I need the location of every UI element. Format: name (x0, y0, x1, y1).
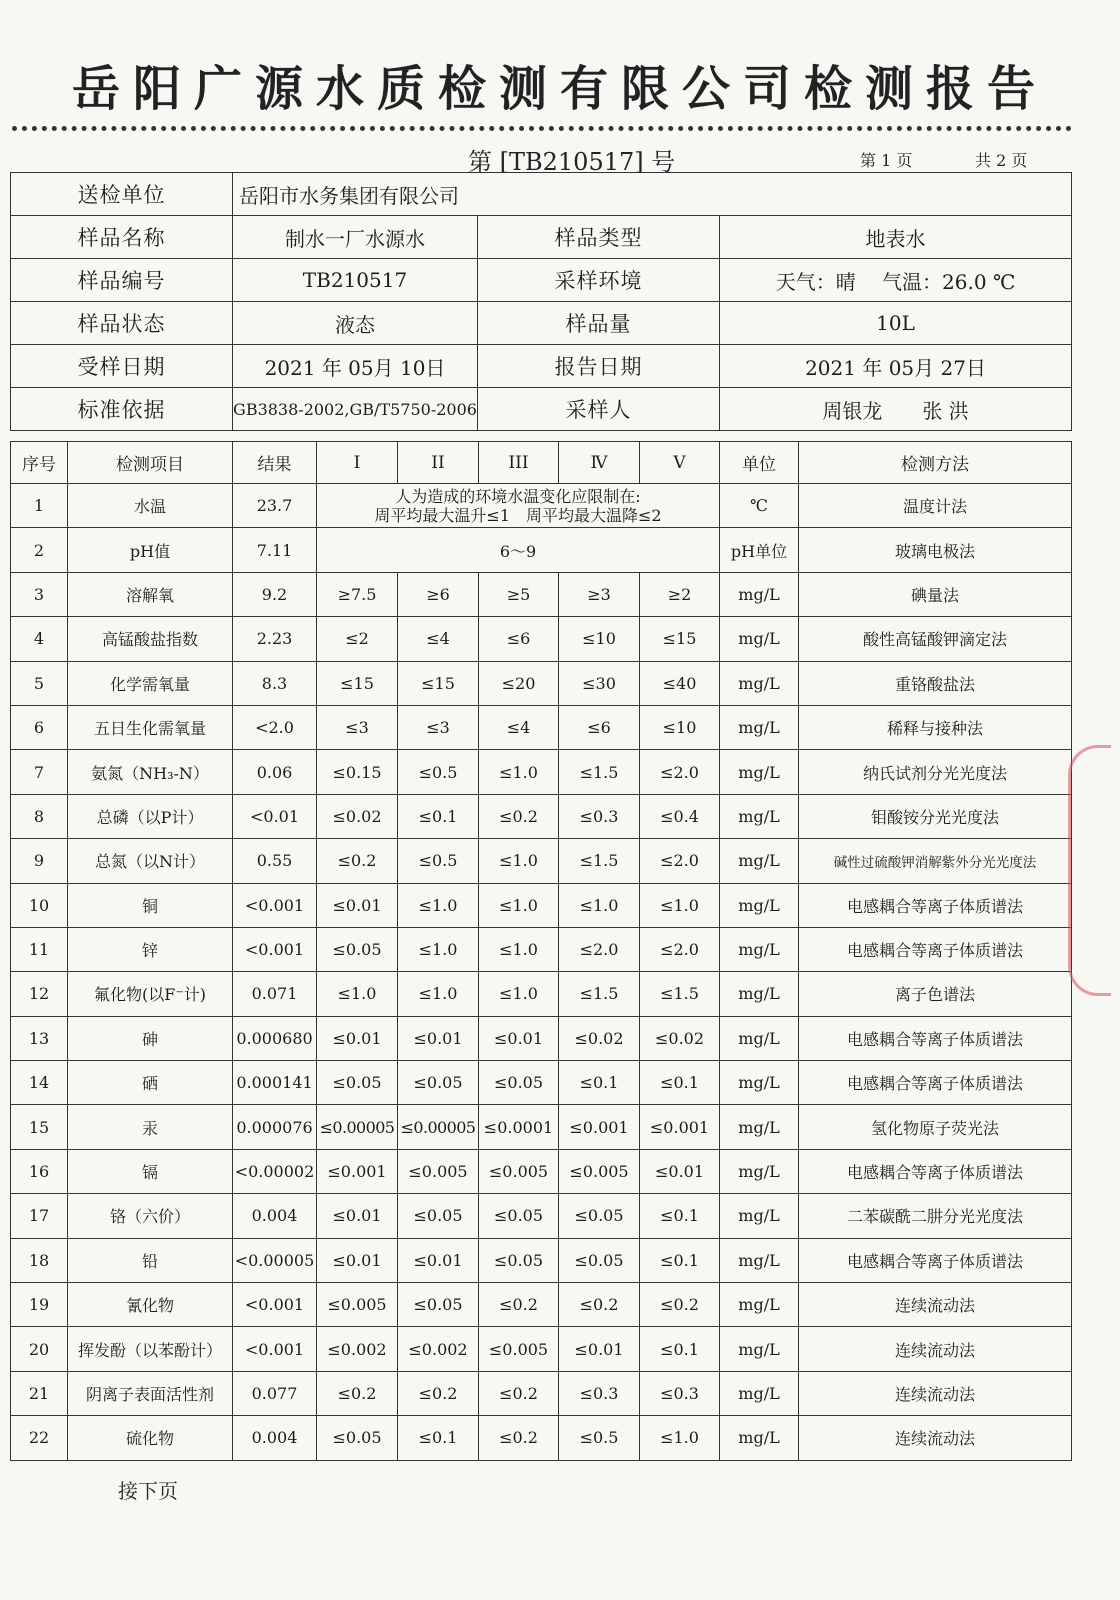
row-method: 重铬酸盐法 (799, 661, 1072, 705)
sample-info-table (10, 172, 1072, 431)
row-method: 酸性高锰酸钾滴定法 (799, 617, 1072, 661)
row-result: 0.071 (233, 972, 317, 1016)
header-method: 检测方法 (799, 442, 1072, 484)
table-row (11, 572, 1072, 616)
row-method: 稀释与接种法 (799, 705, 1072, 749)
row-class-1: ≤3 (317, 705, 398, 749)
results-header-row (11, 442, 1072, 484)
row-class-2: ≤1.0 (398, 972, 479, 1016)
standard-value: GB3838-2002,GB/T5750-2006 (233, 388, 478, 431)
row-no: 15 (11, 1105, 68, 1149)
row-result: 8.3 (233, 661, 317, 705)
table-row (11, 883, 1072, 927)
row-unit: mg/L (720, 1194, 799, 1238)
row-class-4: ≤10 (559, 617, 640, 661)
info-row-client (11, 173, 1072, 216)
table-row (11, 794, 1072, 838)
note-line-2: 周平均最大温升≤1 周平均最大温降≤2 (374, 505, 662, 525)
row-class-2: ≤3 (398, 705, 479, 749)
table-row (11, 1016, 1072, 1060)
info-row-sample-no (11, 259, 1072, 302)
row-item: 氟化物(以F⁻计) (68, 972, 233, 1016)
page-number: 第 1 页 (860, 151, 913, 170)
row-class-3: ≤0.05 (479, 1061, 559, 1105)
row-class-1: ≤0.05 (317, 1416, 398, 1460)
row-class-5: ≤0.001 (640, 1105, 720, 1149)
row-item: pH值 (68, 528, 233, 572)
row-class-2: ≤0.005 (398, 1149, 479, 1193)
row-method: 连续流动法 (799, 1283, 1072, 1327)
row-unit: mg/L (720, 1327, 799, 1371)
row-class-5: ≤2.0 (640, 750, 720, 794)
row-class-1: ≥7.5 (317, 572, 398, 616)
row-unit: mg/L (720, 1416, 799, 1460)
table-row (11, 705, 1072, 749)
row-class-5: ≤0.1 (640, 1194, 720, 1238)
row-class-5: ≤0.3 (640, 1371, 720, 1415)
row-method: 连续流动法 (799, 1327, 1072, 1371)
row-result: 0.000141 (233, 1061, 317, 1105)
row-class-5: ≤0.1 (640, 1238, 720, 1282)
header-result: 结果 (233, 442, 317, 484)
table-row (11, 1194, 1072, 1238)
row-result: 0.000076 (233, 1105, 317, 1149)
header-class-3: III (479, 442, 559, 484)
row-class-1: ≤0.002 (317, 1327, 398, 1371)
row-no: 1 (11, 484, 68, 528)
row-method: 离子色谱法 (799, 972, 1072, 1016)
row-method: 氢化物原子荧光法 (799, 1105, 1072, 1149)
client-label: 送检单位 (11, 173, 233, 216)
header-class-5: V (640, 442, 720, 484)
row-class-1: ≤0.05 (317, 1061, 398, 1105)
row-unit: mg/L (720, 1061, 799, 1105)
env-label: 采样环境 (478, 259, 720, 302)
report-number: 第 [TB210517] 号 (468, 148, 676, 176)
row-class-3: ≤1.0 (479, 927, 559, 971)
row-class-3: ≤0.0001 (479, 1105, 559, 1149)
row-result: 23.7 (233, 484, 317, 528)
row-class-3: ≤0.2 (479, 794, 559, 838)
row-class-4: ≤0.02 (559, 1016, 640, 1060)
row-result: 0.55 (233, 839, 317, 883)
row-class-3: ≤0.05 (479, 1194, 559, 1238)
row-class-5: ≤0.1 (640, 1327, 720, 1371)
row-class-2: ≤4 (398, 617, 479, 661)
header-class-2: II (398, 442, 479, 484)
row-result: 9.2 (233, 572, 317, 616)
row-method: 连续流动法 (799, 1371, 1072, 1415)
sample-type-value: 地表水 (720, 216, 1072, 259)
row-class-2: ≤0.05 (398, 1283, 479, 1327)
row-result: 0.06 (233, 750, 317, 794)
row-class-3: ≤0.2 (479, 1416, 559, 1460)
results-table (10, 441, 1072, 1461)
row-class-4: ≤2.0 (559, 927, 640, 971)
row-class-4: ≤30 (559, 661, 640, 705)
row-class-5: ≥2 (640, 572, 720, 616)
row-no: 14 (11, 1061, 68, 1105)
row-class-4: ≤0.2 (559, 1283, 640, 1327)
row-unit: mg/L (720, 617, 799, 661)
row-no: 17 (11, 1194, 68, 1238)
report-date-value: 2021 年 05月 27日 (720, 345, 1072, 388)
table-row (11, 617, 1072, 661)
row-class-5: ≤0.4 (640, 794, 720, 838)
row-method: 温度计法 (799, 484, 1072, 528)
row-unit: mg/L (720, 1149, 799, 1193)
row-class-3: ≤0.05 (479, 1238, 559, 1282)
row-class-5: ≤2.0 (640, 839, 720, 883)
sample-type-label: 样品类型 (478, 216, 720, 259)
row-class-4: ≤0.05 (559, 1238, 640, 1282)
row-method: 碱性过硫酸钾消解紫外分光光度法 (799, 839, 1072, 883)
row-class-5: ≤15 (640, 617, 720, 661)
row-no: 19 (11, 1283, 68, 1327)
header-unit: 单位 (720, 442, 799, 484)
row-unit: mg/L (720, 927, 799, 971)
row-class-2: ≤0.01 (398, 1016, 479, 1060)
row-class-1: ≤0.001 (317, 1149, 398, 1193)
row-class-4: ≤1.5 (559, 972, 640, 1016)
row-unit: mg/L (720, 750, 799, 794)
temperature-limit-note (317, 484, 720, 528)
row-class-5: ≤0.1 (640, 1061, 720, 1105)
row-class-4: ≤1.5 (559, 839, 640, 883)
row-class-4: ≤0.001 (559, 1105, 640, 1149)
row-class-4: ≤0.01 (559, 1327, 640, 1371)
row-result: <0.001 (233, 1327, 317, 1371)
row-method: 电感耦合等离子体质谱法 (799, 1149, 1072, 1193)
row-item: 水温 (68, 484, 233, 528)
recv-date-value: 2021 年 05月 10日 (233, 345, 478, 388)
row-no: 4 (11, 617, 68, 661)
row-item: 溶解氧 (68, 572, 233, 616)
row-class-5: ≤0.01 (640, 1149, 720, 1193)
state-value: 液态 (233, 302, 478, 345)
row-result: 7.11 (233, 528, 317, 572)
row-class-2: ≥6 (398, 572, 479, 616)
row-class-4: ≤0.005 (559, 1149, 640, 1193)
qty-value: 10L (720, 302, 1072, 345)
row-unit: pH单位 (720, 528, 799, 572)
row-class-4: ≤1.0 (559, 883, 640, 927)
row-class-2: ≤0.00005 (398, 1105, 479, 1149)
row-no: 9 (11, 839, 68, 883)
row-class-2: ≤0.05 (398, 1194, 479, 1238)
row-result: <2.0 (233, 705, 317, 749)
continued-note: 接下页 (118, 1479, 178, 1503)
row-class-1: ≤0.01 (317, 1238, 398, 1282)
row-item: 铜 (68, 883, 233, 927)
row-class-5: ≤1.5 (640, 972, 720, 1016)
row-result: <0.00005 (233, 1238, 317, 1282)
sampler-value: 周银龙 张 洪 (720, 388, 1072, 431)
row-method: 电感耦合等离子体质谱法 (799, 883, 1072, 927)
table-row (11, 484, 1072, 528)
env-value: 天气：晴 气温：26.0 ℃ (720, 259, 1072, 302)
row-result: 2.23 (233, 617, 317, 661)
table-row (11, 1105, 1072, 1149)
row-unit: mg/L (720, 1016, 799, 1060)
sample-no-label: 样品编号 (11, 259, 233, 302)
row-item: 化学需氧量 (68, 661, 233, 705)
row-class-3: ≤0.2 (479, 1283, 559, 1327)
header-class-4: Ⅳ (559, 442, 640, 484)
table-row (11, 528, 1072, 572)
standard-label: 标准依据 (11, 388, 233, 431)
info-row-dates (11, 345, 1072, 388)
row-unit: ℃ (720, 484, 799, 528)
note-line-1: 人为造成的环境水温变化应限制在: (395, 486, 641, 506)
sampler-label: 采样人 (478, 388, 720, 431)
row-class-5: ≤1.0 (640, 883, 720, 927)
table-row (11, 661, 1072, 705)
row-method: 纳氏试剂分光光度法 (799, 750, 1072, 794)
row-unit: mg/L (720, 1105, 799, 1149)
row-class-3: ≤6 (479, 617, 559, 661)
info-row-state (11, 302, 1072, 345)
row-class-2: ≤0.002 (398, 1327, 479, 1371)
row-item: 镉 (68, 1149, 233, 1193)
row-class-2: ≤0.01 (398, 1238, 479, 1282)
row-item: 氨氮（NH₃-N） (68, 750, 233, 794)
row-class-5: ≤0.02 (640, 1016, 720, 1060)
row-class-3: ≤0.01 (479, 1016, 559, 1060)
page-total: 共 2 页 (975, 151, 1028, 170)
row-method: 连续流动法 (799, 1416, 1072, 1460)
row-no: 13 (11, 1016, 68, 1060)
row-class-4: ≤0.5 (559, 1416, 640, 1460)
row-item: 锌 (68, 927, 233, 971)
row-method: 电感耦合等离子体质谱法 (799, 1061, 1072, 1105)
table-row (11, 1371, 1072, 1415)
table-row (11, 750, 1072, 794)
row-class-2: ≤0.2 (398, 1371, 479, 1415)
header-no: 序号 (11, 442, 68, 484)
row-unit: mg/L (720, 794, 799, 838)
row-class-1: ≤0.2 (317, 1371, 398, 1415)
row-result: 0.004 (233, 1416, 317, 1460)
row-unit: mg/L (720, 572, 799, 616)
table-row (11, 927, 1072, 971)
sample-name-label: 样品名称 (11, 216, 233, 259)
row-item: 汞 (68, 1105, 233, 1149)
table-row (11, 972, 1072, 1016)
row-no: 12 (11, 972, 68, 1016)
row-class-3: ≤0.005 (479, 1149, 559, 1193)
row-no: 22 (11, 1416, 68, 1460)
table-row (11, 839, 1072, 883)
row-class-2: ≤15 (398, 661, 479, 705)
row-unit: mg/L (720, 1283, 799, 1327)
info-row-standard (11, 388, 1072, 431)
row-class-2: ≤1.0 (398, 927, 479, 971)
row-class-1: ≤2 (317, 617, 398, 661)
row-item: 砷 (68, 1016, 233, 1060)
row-result: <0.001 (233, 927, 317, 971)
row-class-1: ≤0.005 (317, 1283, 398, 1327)
sample-name-value: 制水一厂水源水 (233, 216, 478, 259)
row-class-4: ≤0.05 (559, 1194, 640, 1238)
row-unit: mg/L (720, 883, 799, 927)
row-result: <0.01 (233, 794, 317, 838)
row-item: 硒 (68, 1061, 233, 1105)
row-class-3: ≤1.0 (479, 750, 559, 794)
row-unit: mg/L (720, 1238, 799, 1282)
row-unit: mg/L (720, 705, 799, 749)
row-class-1: ≤0.15 (317, 750, 398, 794)
row-no: 10 (11, 883, 68, 927)
row-no: 3 (11, 572, 68, 616)
row-class-1: ≤0.02 (317, 794, 398, 838)
row-class-5: ≤40 (640, 661, 720, 705)
row-item: 铬（六价） (68, 1194, 233, 1238)
recv-date-label: 受样日期 (11, 345, 233, 388)
row-unit: mg/L (720, 661, 799, 705)
table-row (11, 1327, 1072, 1371)
row-unit: mg/L (720, 972, 799, 1016)
row-result: 0.000680 (233, 1016, 317, 1060)
row-class-3: ≤4 (479, 705, 559, 749)
row-class-1: ≤0.05 (317, 927, 398, 971)
row-class-1: ≤0.2 (317, 839, 398, 883)
dotted-divider (12, 126, 1072, 131)
row-class-4: ≤1.5 (559, 750, 640, 794)
row-class-1: ≤0.00005 (317, 1105, 398, 1149)
row-item: 总磷（以P计） (68, 794, 233, 838)
row-class-2: ≤0.1 (398, 794, 479, 838)
row-method: 钼酸铵分光光度法 (799, 794, 1072, 838)
row-class-3: ≤1.0 (479, 883, 559, 927)
row-result: 0.077 (233, 1371, 317, 1415)
row-class-5: ≤2.0 (640, 927, 720, 971)
row-item: 总氮（以N计） (68, 839, 233, 883)
row-item: 硫化物 (68, 1416, 233, 1460)
row-unit: mg/L (720, 839, 799, 883)
report-date-label: 报告日期 (478, 345, 720, 388)
table-row (11, 1283, 1072, 1327)
row-item: 氰化物 (68, 1283, 233, 1327)
row-result: <0.001 (233, 883, 317, 927)
row-no: 2 (11, 528, 68, 572)
row-no: 8 (11, 794, 68, 838)
row-class-1: ≤0.01 (317, 883, 398, 927)
row-class-3: ≤0.005 (479, 1327, 559, 1371)
row-class-2: ≤1.0 (398, 883, 479, 927)
table-row (11, 1238, 1072, 1282)
row-result: 0.004 (233, 1194, 317, 1238)
state-label: 样品状态 (11, 302, 233, 345)
row-class-1: ≤0.01 (317, 1016, 398, 1060)
row-no: 7 (11, 750, 68, 794)
results-body (11, 484, 1072, 1461)
row-unit: mg/L (720, 1371, 799, 1415)
row-class-4: ≤0.3 (559, 1371, 640, 1415)
row-class-4: ≤0.3 (559, 794, 640, 838)
row-result: <0.001 (233, 1283, 317, 1327)
row-method: 碘量法 (799, 572, 1072, 616)
row-no: 6 (11, 705, 68, 749)
row-class-5: ≤10 (640, 705, 720, 749)
row-item: 铅 (68, 1238, 233, 1282)
table-row (11, 1061, 1072, 1105)
row-class-3: ≤1.0 (479, 972, 559, 1016)
row-class-2: ≤0.5 (398, 839, 479, 883)
row-item: 阴离子表面活性剂 (68, 1371, 233, 1415)
row-class-4: ≤6 (559, 705, 640, 749)
row-class-2: ≤0.1 (398, 1416, 479, 1460)
row-no: 20 (11, 1327, 68, 1371)
row-class-1: ≤1.0 (317, 972, 398, 1016)
row-item: 高锰酸盐指数 (68, 617, 233, 661)
row-class-4: ≤0.1 (559, 1061, 640, 1105)
row-class-2: ≤0.05 (398, 1061, 479, 1105)
info-row-sample-name (11, 216, 1072, 259)
row-class-5: ≤0.2 (640, 1283, 720, 1327)
row-class-2: ≤0.5 (398, 750, 479, 794)
row-method: 二苯碳酰二肼分光光度法 (799, 1194, 1072, 1238)
red-seal-stamp (1068, 745, 1111, 996)
row-item: 挥发酚（以苯酚计） (68, 1327, 233, 1371)
row-method: 电感耦合等离子体质谱法 (799, 1238, 1072, 1282)
row-method: 电感耦合等离子体质谱法 (799, 1016, 1072, 1060)
row-method: 电感耦合等离子体质谱法 (799, 927, 1072, 971)
row-class-1: ≤0.01 (317, 1194, 398, 1238)
client-value: 岳阳市水务集团有限公司 (233, 173, 1072, 216)
row-result: <0.00002 (233, 1149, 317, 1193)
row-no: 18 (11, 1238, 68, 1282)
row-class-5: ≤1.0 (640, 1416, 720, 1460)
row-no: 5 (11, 661, 68, 705)
row-item: 五日生化需氧量 (68, 705, 233, 749)
table-row (11, 1149, 1072, 1193)
row-class-3: ≤0.2 (479, 1371, 559, 1415)
row-method: 玻璃电极法 (799, 528, 1072, 572)
row-class-3: ≤20 (479, 661, 559, 705)
sample-no-value: TB210517 (233, 259, 478, 302)
table-row (11, 1416, 1072, 1460)
row-class-1: ≤15 (317, 661, 398, 705)
ph-range: 6～9 (317, 528, 720, 572)
row-class-3: ≤1.0 (479, 839, 559, 883)
row-class-4: ≥3 (559, 572, 640, 616)
row-no: 21 (11, 1371, 68, 1415)
report-title: 岳阳广源水质检测有限公司检测报告 (71, 61, 1048, 117)
header-item: 检测项目 (68, 442, 233, 484)
header-class-1: I (317, 442, 398, 484)
row-class-3: ≥5 (479, 572, 559, 616)
row-no: 11 (11, 927, 68, 971)
qty-label: 样品量 (478, 302, 720, 345)
row-no: 16 (11, 1149, 68, 1193)
